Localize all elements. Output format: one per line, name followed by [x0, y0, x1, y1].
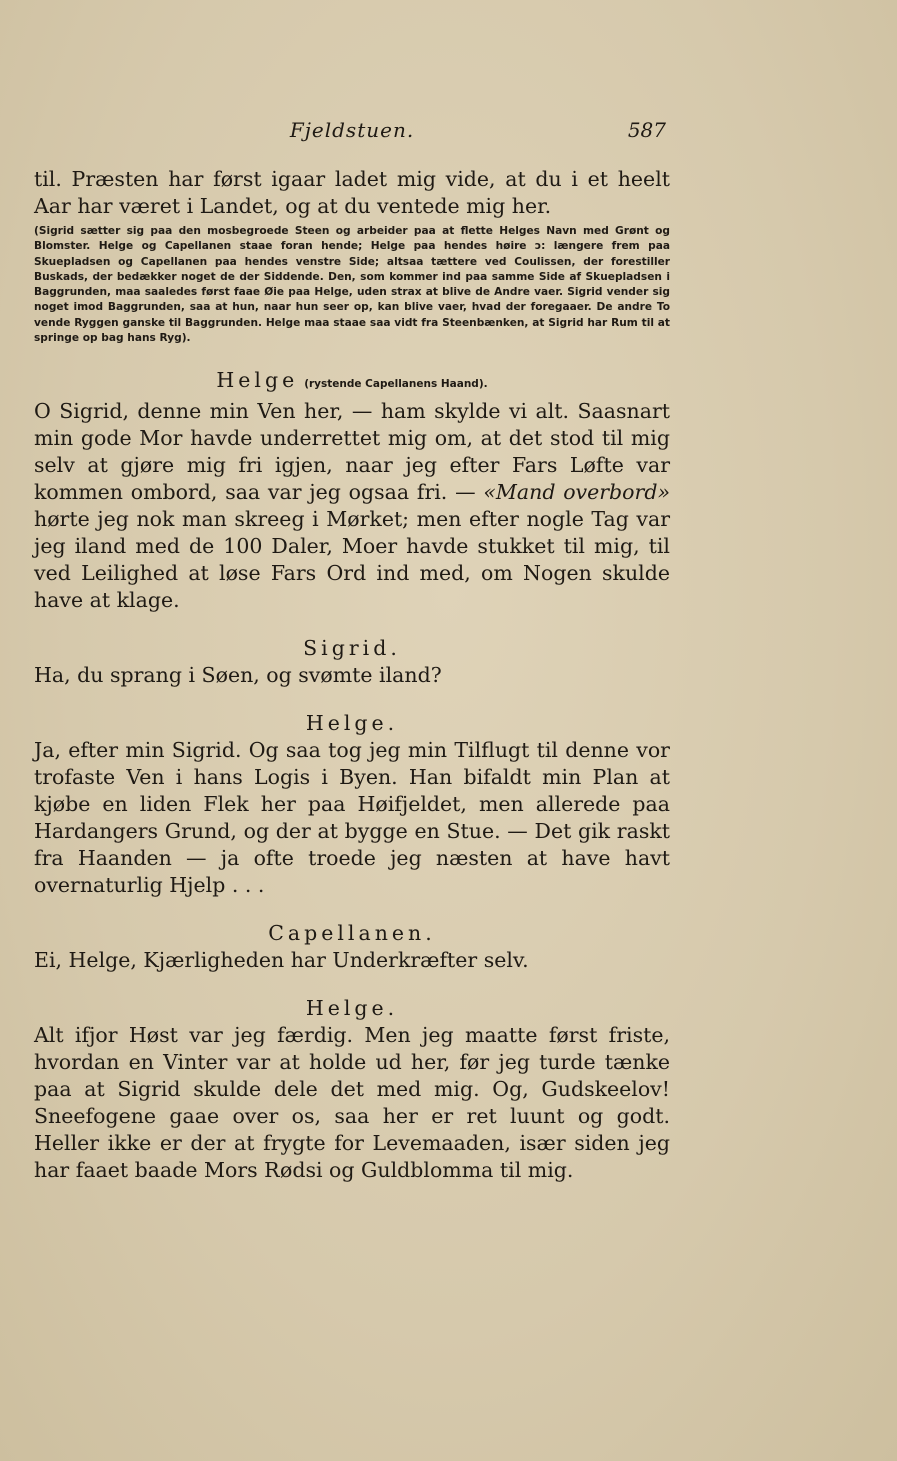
speaker-name: Helge. [305, 711, 399, 736]
page-number: 587 [627, 118, 666, 142]
speaker-name [34, 366, 670, 398]
opening-verse: til. Præsten har først igaar ladet mig vide, at du i et heelt Aar har været i Landet, og at du ventede mig her. [34, 167, 670, 218]
speech-text: Ei, Helge, Kjærligheden har Underkræfter selv. [34, 948, 529, 973]
speech-text-italic: «Mand overbord» [483, 480, 670, 505]
speech-text-part: O Sigrid, denne min Ven her, — ham skylde vi alt. Saasnart min gode Mor havde underrettet mig om, at det stod til mig selv at gjøre mig fri igjen, naar jeg efter Fars Løfte var kommen ombord, saa var jeg ogsaa fri. — [34, 399, 670, 505]
speaker-name: Capellanen. [268, 921, 436, 946]
speech-capellanen [34, 919, 670, 974]
speech-helge-3 [34, 994, 670, 1184]
speech-text: Ja, efter min Sigrid. Og saa tog jeg min Tilflugt til denne vor trofaste Ven i hans Logis i Byen. Han bifaldt min Plan at kjøbe en liden Flek her paa Høifjeldet, men allerede paa Hardangers Grund, og der at bygge en Stue. — Det gik raskt fra Haanden — ja ofte troede jeg næsten at have havt overnaturlig Hjelp . . . [34, 738, 670, 898]
speech-text: Alt ifjor Høst var jeg færdig. Men jeg maatte først friste, hvordan en Vinter var at holde ud her, før jeg turde tænke paa at Sigrid skulde dele det med mig. Og, Gudskeelov! Sneefogene gaae over os, saa her er ret luunt og godt. Heller ikke er der at frygte for Levemaaden, især siden jeg har faaet baade Mors Rødsi og Guldblomma til mig. [34, 1023, 670, 1183]
speaker-direction: (rystende Capellanens Haand). [304, 378, 488, 391]
running-title: Fjeldstuen. [289, 118, 415, 142]
speech-text: Ha, du sprang i Søen, og svømte iland? [34, 663, 442, 688]
speech-helge-2 [34, 709, 670, 899]
speaker-name: Helge. [305, 996, 399, 1021]
speaker-name: Sigrid. [303, 636, 401, 661]
speech-sigrid [34, 634, 670, 689]
page-header [34, 118, 670, 148]
speech-text-part: hørte jeg nok man skreeg i Mørket; men efter nogle Tag var jeg iland med de 100 Daler, Moer havde stukket til mig, til ved Leilighed at løse Fars Ord ind med, om Nogen skulde have at klage. [34, 507, 670, 613]
speaker-label: Helge [216, 368, 299, 393]
speech-helge-1 [34, 366, 670, 614]
page-body [34, 166, 670, 1184]
stage-direction: (Sigrid sætter sig paa den mosbegroede Steen og arbeider paa at flette Helges Navn med Grønt og Blomster. Helge og Capellanen staae foran hende; Helge paa hendes høire ɔ: længere frem paa Skuepladsen og Capellanen paa hendes venstre Side; altsaa tættere ved Coulissen, der forestiller Buskads, der bedækker noget de der Siddende. Den, som kommer ind paa samme Side af Skuepladsen i Baggrunden, maa saaledes først faae Øie paa Helge, uden strax at blive de Andre vaer. Sigrid vender sig noget imod Baggrunden, saa at hun, naar hun seer op, kan blive vaer, hvad der foregaaer. De andre To vende Ryggen ganske til Baggrunden. Helge maa staae saa vidt fra Steenbænken, at Sigrid har Rum til at springe op bag hans Ryg). [34, 225, 670, 345]
speech-text [34, 398, 670, 614]
